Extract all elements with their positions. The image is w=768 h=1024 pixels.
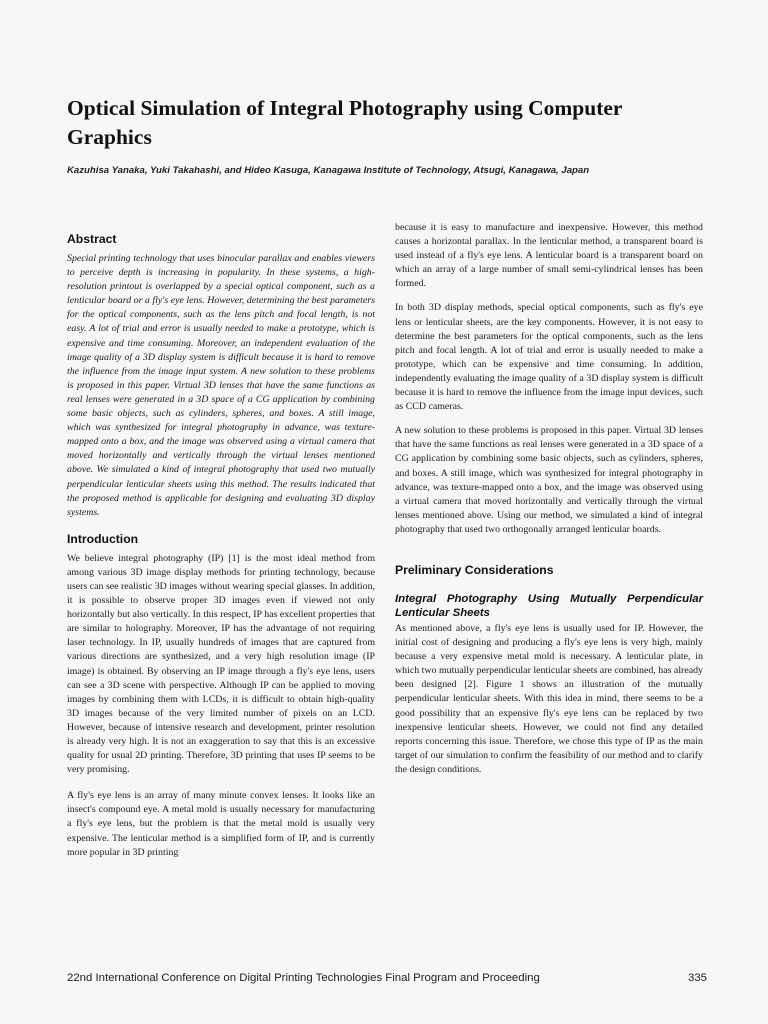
preliminary-paragraph-1: As mentioned above, a fly's eye lens is usually used for IP. However, the initial cost of designing and producing a fly's eye lens is very high, mainly because a very expensive metal mold is necessary. A lenticular plate, in which two mutually perpendicular lenticular sheets are combined, has already been designed [2]. Figure 1 shows an illustration of the mutually perpendicular lenticular sheets. With this idea in mind, there seems to be a good possibility that an expensive fly's eye lens can be replaced by two inexpensive lenticular sheets. However, we could not find any detailed reports concerning this issue. Therefore, we chose this type of IP as the main target of our simulation to confirm the feasibility of our method and to clarify the design conditions. xyxy=(395,622,703,775)
author-line: Kazuhisa Yanaka, Yuki Takahashi, and Hideo Kasuga, Kanagawa Institute of Technology, Atsugi, Kanagawa, Japan xyxy=(67,165,590,176)
page-footer xyxy=(67,972,707,984)
intro-paragraph-5: A new solution to these problems is proposed in this paper. Virtual 3D lenses that have the same functions as real lenses were generated in a 3D space of a CG application by combining some basic objects, such as cylinders, spheres, and boxes. A still image, which was synthesized for integral photography in advance, was texture-mapped onto a box, and the image was observed using a virtual camera that moved horizontally and vertically through the virtual lenses mentioned above. Using our method, we simulated a kind of integral photography that used two orthogonally arranged lenticular boards. xyxy=(395,425,703,535)
left-column xyxy=(67,221,375,860)
intro-paragraph-3: because it is easy to manufacture and inexpensive. However, this method causes a horizontal parallax. In the lenticular method, a transparent board is used instead of a fly's eye lens. A lenticular board is a transparent board on which an array of a large number of small semi-cylindrical lenses has been formed. xyxy=(395,222,703,290)
preliminary-heading: Preliminary Considerations xyxy=(395,562,554,577)
intro-paragraph-4: In both 3D display methods, special optical components, such as fly's eye lens or lenticular sheets, are the key components. However, it is not easy to determine the best parameters for the optical components, such as the lens pitch and focal length. A lot of trial and error is usually needed to make a prototype, which can be expensive and time consuming. In addition, independently evaluating the image quality of a 3D display system is difficult because it is hard to remove the influence from the image input devices, such as CCD cameras. xyxy=(395,302,703,413)
right-column xyxy=(395,221,703,777)
intro-paragraph-2: A fly's eye lens is an array of many minute convex lenses. It looks like an insect's compound eye. A metal mold is usually necessary for manufacturing a fly's eye lens, but the problem is that the metal mold is usually very expensive. The lenticular method is a simplified form of IP, and is currently more popular in 3D printing xyxy=(67,790,375,858)
conference-name: 22nd International Conference on Digital Printing Technologies Final Program and Proceeding xyxy=(67,972,540,984)
page-number: 335 xyxy=(687,972,707,984)
abstract-heading: Abstract xyxy=(67,232,117,246)
paper-title: Optical Simulation of Integral Photography using Computer Graphics xyxy=(67,96,623,149)
intro-paragraph-1: We believe integral photography (IP) [1] is the most ideal method from among various 3D image display methods for printing technology, because users can see realistic 3D images without wearing special glasses. In addition, it is possible to observe proper 3D images even if viewed not only horizontally but also vertically. In this respect, IP has excellent properties that are similar to holography. Moreover, IP has the advantage of not requiring laser technology. In IP, usually hundreds of images that are captured from various directions are synthesized, and a very high resolution image (IP image) is obtained. By observing an IP image through a fly's eye lens, users can see a 3D scene with perspective. Although IP can be applied to moving images by combining them with LCDs, it is difficult to obtain high-quality 3D images because of the very limited number of pixels on an LCD. However, because of intensive research and development, printer resolution is already very high. It is not an exaggeration to say that this is an excessive quality for usual 2D printing. Therefore, 3D printing that uses IP seems to be very promising. xyxy=(67,552,375,776)
preliminary-subheading: Integral Photography Using Mutually Perpendicular Lenticular Sheets xyxy=(395,592,703,619)
introduction-heading: Introduction xyxy=(67,531,139,546)
abstract-text: Special printing technology that uses binocular parallax and enables viewers to perceive depth is increasing in popularity. In these systems, a high-resolution printout is overlapped by a special optical component, such as a lenticular board or a fly's eye lens. However, determining the best parameters for the optical components, such as the lens pitch and focal length, is not easy. A lot of trial and error is usually needed to make a prototype, which is expensive and time consuming. Moreover, an independent evaluation of the image quality of a 3D display system is difficult because it is hard to remove the influence from the image input system. A new solution to these problems is proposed in this paper. Virtual 3D lenses that have the same functions as real lenses were generated in a 3D space of a CG application by combining some basic objects, such as cylinders, spheres, and boxes. A still image, which was synthesized for integral photography in advance, was texture-mapped onto a box, and the image was observed using a virtual camera that moved horizontally and vertically through the virtual lenses mentioned above. We simulated a kind of integral photography that used two mutually perpendicular lenticular sheets using this method. The results indicated that the proposed method is applicable for designing and evaluating 3D display systems. xyxy=(67,253,375,518)
